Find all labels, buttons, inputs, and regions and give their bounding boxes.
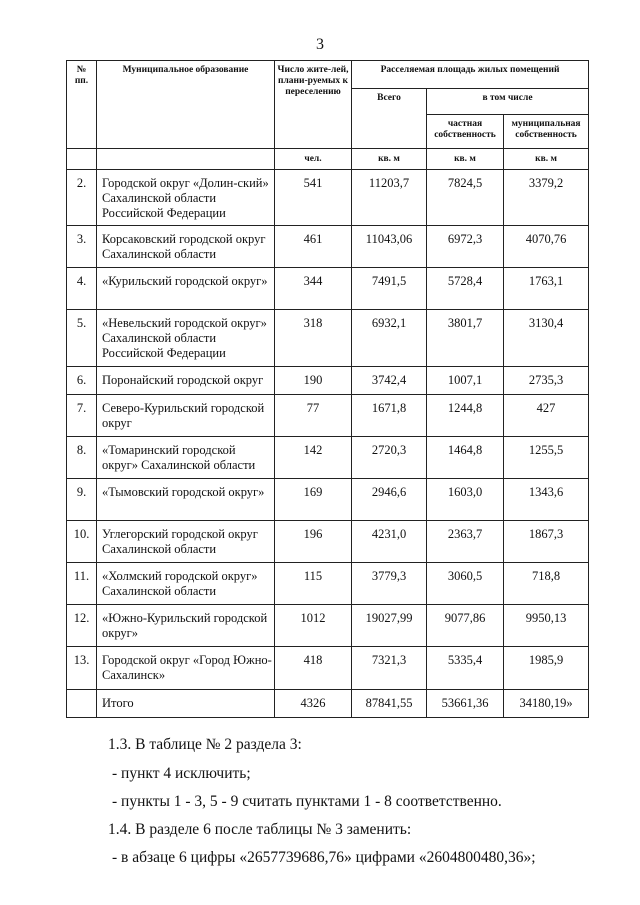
row-private: 3801,7 [427,310,504,367]
row-municipality: «Невельский городской округ» Сахалинской области Российской Федерации [97,310,275,367]
row-residents: 1012 [275,605,352,647]
table-row [67,437,589,479]
header-private: частная собственность [427,115,504,149]
row-municipal: 427 [504,395,589,437]
paragraph: - пункты 1 - 3, 5 - 9 считать пунктами 1 - 8 соответственно. [112,793,502,810]
row-municipal: 1343,6 [504,479,589,521]
header-residents: Число жите-лей, плани-руемых к переселению [275,61,352,149]
unit-total: кв. м [352,149,427,170]
row-private: 2363,7 [427,521,504,563]
row-municipality: Городской округ «Город Южно-Сахалинск» [97,647,275,690]
row-municipal: 4070,76 [504,226,589,268]
row-private: 1244,8 [427,395,504,437]
paragraph: - пункт 4 исключить; [112,765,251,782]
table-row [67,310,589,367]
row-municipal: 1867,3 [504,521,589,563]
row-municipal: 1763,1 [504,268,589,310]
row-total: 7321,3 [352,647,427,690]
row-total: 4231,0 [352,521,427,563]
row-total: 19027,99 [352,605,427,647]
row-municipality: «Южно-Курильский городской округ» [97,605,275,647]
row-total: 3779,3 [352,563,427,605]
row-municipal: 3379,2 [504,170,589,226]
row-municipality: Северо-Курильский городской округ [97,395,275,437]
units-row [67,149,589,170]
row-total: 2720,3 [352,437,427,479]
row-total: 3742,4 [352,367,427,395]
row-residents: 190 [275,367,352,395]
row-private: 1007,1 [427,367,504,395]
row-municipal: 718,8 [504,563,589,605]
table-row [67,647,589,690]
header-area-group: Расселяемая площадь жилых помещений [352,61,589,89]
row-municipal: 1255,5 [504,437,589,479]
row-num: 10. [67,521,97,563]
row-municipality: Городской округ «Долин-ский» Сахалинской области Российской Федерации [97,170,275,226]
row-residents: 77 [275,395,352,437]
row-num: 7. [67,395,97,437]
row-private: 7824,5 [427,170,504,226]
row-residents: 196 [275,521,352,563]
row-municipality: «Холмский городской округ» Сахалинской области [97,563,275,605]
table-row [67,226,589,268]
row-num: 2. [67,170,97,226]
row-municipality: «Курильский городской округ» [97,268,275,310]
row-municipal: 2735,3 [504,367,589,395]
header-total: Всего [352,89,427,149]
table-row [67,268,589,310]
row-municipality: Итого [97,690,275,718]
row-residents: 418 [275,647,352,690]
row-residents: 115 [275,563,352,605]
unit-municipal: кв. м [504,149,589,170]
header-including: в том числе [427,89,589,115]
table-row [67,479,589,521]
row-private: 9077,86 [427,605,504,647]
row-residents: 461 [275,226,352,268]
paragraph: 1.3. В таблице № 2 раздела 3: [108,736,302,753]
unit-private: кв. м [427,149,504,170]
row-total: 87841,55 [352,690,427,718]
row-total: 6932,1 [352,310,427,367]
table-row [67,367,589,395]
row-total: 11203,7 [352,170,427,226]
row-total: 1671,8 [352,395,427,437]
row-municipality: «Тымовский городской округ» [97,479,275,521]
row-municipality: Поронайский городской округ [97,367,275,395]
table-row [67,605,589,647]
paragraph: 1.4. В разделе 6 после таблицы № 3 заменить: [108,821,412,838]
header-municipality: Муниципальное образование [97,61,275,149]
row-num: 8. [67,437,97,479]
unit-residents: чел. [275,149,352,170]
resettlement-table [66,60,589,718]
paragraph: - в абзаце 6 цифры «2657739686,76» цифрами «2604800480,36»; [112,849,536,866]
row-num: 3. [67,226,97,268]
row-residents: 344 [275,268,352,310]
row-municipal: 9950,13 [504,605,589,647]
row-num: 4. [67,268,97,310]
row-private: 1464,8 [427,437,504,479]
row-municipality: «Томаринский городской округ» Сахалинской области [97,437,275,479]
header-num: № пп. [67,61,97,149]
row-municipality: Углегорский городской округ Сахалинской области [97,521,275,563]
row-total: 11043,06 [352,226,427,268]
page-number: 3 [316,36,324,53]
table-row [67,563,589,605]
row-num: 6. [67,367,97,395]
row-num: 9. [67,479,97,521]
row-private: 3060,5 [427,563,504,605]
row-residents: 318 [275,310,352,367]
row-municipality: Корсаковский городской округ Сахалинской области [97,226,275,268]
table-row [67,395,589,437]
row-residents: 4326 [275,690,352,718]
row-municipal: 34180,19» [504,690,589,718]
row-total: 2946,6 [352,479,427,521]
table-row [67,521,589,563]
row-num: 12. [67,605,97,647]
row-municipal: 3130,4 [504,310,589,367]
row-private: 5728,4 [427,268,504,310]
row-residents: 142 [275,437,352,479]
row-municipal: 1985,9 [504,647,589,690]
row-num: 5. [67,310,97,367]
row-residents: 169 [275,479,352,521]
row-private: 5335,4 [427,647,504,690]
row-total: 7491,5 [352,268,427,310]
row-private: 53661,36 [427,690,504,718]
table-row-total [67,690,589,718]
row-residents: 541 [275,170,352,226]
row-num [67,690,97,718]
table-row [67,170,589,226]
row-private: 6972,3 [427,226,504,268]
row-private: 1603,0 [427,479,504,521]
row-num: 11. [67,563,97,605]
row-num: 13. [67,647,97,690]
header-municipal: муниципальная собственность [504,115,589,149]
